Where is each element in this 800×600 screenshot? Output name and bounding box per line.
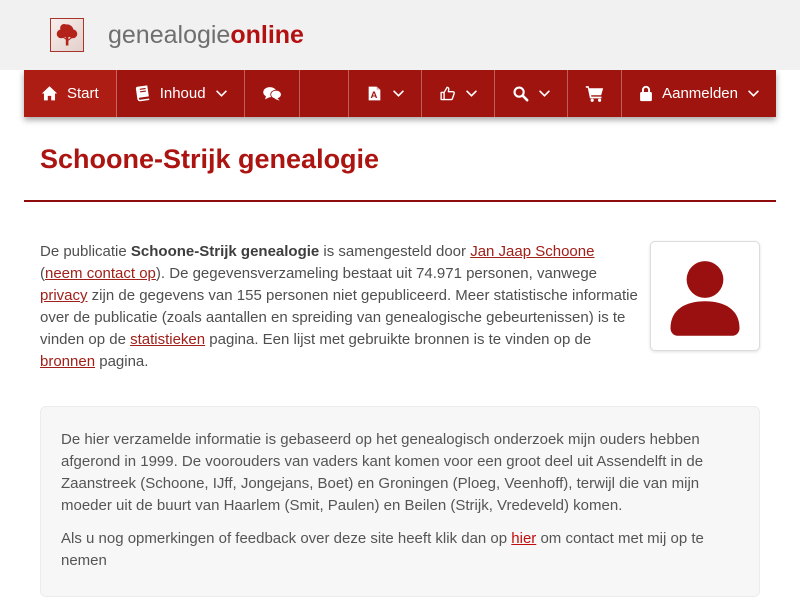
nav-item-language[interactable]: [348, 70, 421, 117]
nav-label-inhoud: Inhoud: [159, 85, 206, 102]
about-text: De hier verzamelde informatie is gebaseerd op het genealogisch onderzoek mijn ouders hebben afgerond in 1999. De voorouders van vaders kant komen voor een groot deel uit Assendelft in de Zaanstreek (Schoone, IJff, Jongejans, Boet) en Groningen (Ploeg, Veenhoff), terwijl die van mijn moeder uit de buurt van Haarlem (Smit, Paulen) en Beilen (Strijk, Vredeveld) komen.: [61, 431, 704, 514]
feedback-text-after: om contact met mij op te nemen: [61, 530, 704, 569]
chevron-down-icon: [393, 90, 404, 97]
header: [0, 0, 800, 70]
intro-text: zijn de gegevens van 155 personen niet gepubliceerd. Meer statistische informatie over de publicatie (zoals aantallen en spreiding van genealogische gebeurtenissen) is te vinden op de: [40, 287, 638, 348]
intro-text: De publicatie: [40, 243, 131, 260]
brand-home-link[interactable]: [50, 18, 304, 52]
brand-title: [108, 21, 304, 50]
feedback-text-before: Als u nog opmerkingen of feedback over deze site heeft klik dan op: [61, 530, 512, 547]
book-icon: [133, 84, 152, 103]
chevron-down-icon: [748, 90, 759, 97]
intro-text: pagina.: [95, 353, 149, 370]
nav-item-likes[interactable]: [421, 70, 494, 117]
chevron-down-icon: [539, 90, 550, 97]
intro-section: [24, 202, 776, 373]
about-info-box: [40, 406, 760, 597]
tree-icon: [50, 18, 84, 52]
intro-text: (: [40, 265, 45, 282]
svg-text:A: A: [370, 89, 378, 101]
link-statistieken[interactable]: statistieken: [130, 331, 206, 348]
nav-item-cart[interactable]: [567, 70, 621, 117]
comments-icon: [262, 86, 282, 102]
nav-item-start[interactable]: [24, 70, 117, 117]
main-navbar: [24, 70, 776, 117]
nav-spacer: [300, 70, 349, 117]
lock-icon: [639, 85, 653, 102]
author-avatar[interactable]: [650, 241, 760, 351]
link-neem-contact-op[interactable]: neem contact op: [45, 265, 156, 282]
link-privacy[interactable]: privacy: [40, 287, 88, 304]
thumbs-up-icon: [439, 85, 456, 102]
nav-label-start: Start: [67, 85, 99, 102]
link-jan-jaap-schoone[interactable]: Jan Jaap Schoone: [470, 243, 595, 260]
nav-label-aanmelden: Aanmelden: [662, 85, 738, 102]
page-title: Schoone-Strijk genealogie: [40, 144, 380, 174]
nav-item-comments[interactable]: [245, 70, 300, 117]
intro-text: pagina. Een lijst met gebruikte bronnen is te vinden op de: [205, 331, 592, 348]
link-bronnen[interactable]: bronnen: [40, 353, 96, 370]
cart-icon: [585, 85, 604, 102]
brand-title-gray: genealogie: [108, 20, 231, 49]
person-icon: [660, 251, 750, 341]
language-icon: [366, 85, 383, 102]
publication-name: Schoone-Strijk genealogie: [130, 243, 320, 260]
intro-text: is samengesteld door: [319, 243, 471, 260]
intro-text: ). De gegevensverzameling bestaat uit 74.971 personen, vanwege: [155, 265, 598, 282]
feedback-text: [61, 528, 739, 572]
nav-item-aanmelden[interactable]: [621, 70, 776, 117]
page-content: [0, 144, 800, 597]
nav-item-search[interactable]: [494, 70, 567, 117]
chevron-down-icon: [216, 90, 227, 97]
chevron-down-icon: [466, 90, 477, 97]
search-icon: [512, 85, 529, 102]
intro-paragraph: [40, 241, 640, 373]
home-icon: [41, 85, 58, 102]
brand-title-red: online: [230, 20, 304, 49]
nav-item-inhoud[interactable]: [117, 70, 245, 117]
link-hier[interactable]: hier: [511, 530, 537, 547]
